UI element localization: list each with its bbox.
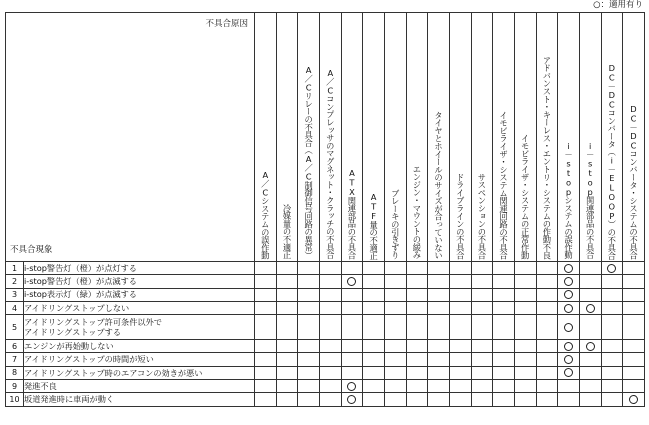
matrix-cell bbox=[623, 353, 645, 366]
cause-column-header bbox=[255, 13, 277, 262]
matrix-cell bbox=[384, 393, 406, 406]
cause-label: A／Cコンプレッサのマグネット・クラッチの不具合 bbox=[325, 68, 336, 259]
matrix-cell bbox=[319, 380, 341, 393]
matrix-cell bbox=[514, 275, 536, 288]
matrix-cell bbox=[449, 288, 471, 301]
matrix-cell bbox=[579, 288, 601, 301]
matrix-cell bbox=[514, 380, 536, 393]
matrix-cell bbox=[449, 301, 471, 314]
matrix-cell bbox=[601, 262, 623, 275]
matrix-cell bbox=[276, 275, 298, 288]
matrix-cell bbox=[579, 380, 601, 393]
table-row bbox=[6, 393, 645, 406]
matrix-cell bbox=[319, 366, 341, 379]
matrix-cell bbox=[471, 353, 493, 366]
matrix-cell bbox=[363, 366, 385, 379]
matrix-cell bbox=[406, 262, 428, 275]
matrix-cell bbox=[514, 340, 536, 353]
matrix-cell bbox=[471, 262, 493, 275]
matrix-cell bbox=[471, 380, 493, 393]
matrix-cell bbox=[319, 301, 341, 314]
matrix-cell bbox=[319, 262, 341, 275]
matrix-cell bbox=[406, 301, 428, 314]
table-corner bbox=[6, 13, 255, 262]
matrix-cell bbox=[536, 366, 558, 379]
matrix-cell bbox=[536, 353, 558, 366]
applicable-circle-icon bbox=[564, 304, 573, 313]
matrix-cell bbox=[363, 353, 385, 366]
matrix-cell bbox=[601, 315, 623, 340]
applicable-circle-icon bbox=[607, 264, 616, 273]
matrix-cell bbox=[514, 315, 536, 340]
matrix-cell bbox=[406, 353, 428, 366]
matrix-cell bbox=[363, 275, 385, 288]
matrix-cell bbox=[276, 366, 298, 379]
matrix-cell bbox=[558, 393, 580, 406]
matrix-cell bbox=[255, 275, 277, 288]
matrix-cell bbox=[428, 275, 450, 288]
row-number: 6 bbox=[6, 340, 24, 353]
matrix-cell bbox=[319, 315, 341, 340]
phenomenon-label: アイドリングストップ時のエアコンの効きが悪い bbox=[24, 366, 255, 379]
matrix-cell bbox=[514, 393, 536, 406]
row-number: 3 bbox=[6, 288, 24, 301]
matrix-cell bbox=[298, 301, 320, 314]
matrix-cell bbox=[363, 340, 385, 353]
matrix-cell bbox=[255, 315, 277, 340]
cause-header-label: 不具合原因 bbox=[205, 19, 248, 29]
matrix-cell bbox=[428, 393, 450, 406]
matrix-cell bbox=[298, 275, 320, 288]
matrix-cell bbox=[428, 288, 450, 301]
matrix-cell bbox=[558, 366, 580, 379]
cause-column-header bbox=[406, 13, 428, 262]
matrix-cell bbox=[406, 380, 428, 393]
row-number: 5 bbox=[6, 315, 24, 340]
matrix-cell bbox=[536, 275, 558, 288]
matrix-cell bbox=[255, 353, 277, 366]
matrix-cell bbox=[449, 340, 471, 353]
cause-column-header bbox=[298, 13, 320, 262]
matrix-cell bbox=[276, 288, 298, 301]
matrix-cell bbox=[493, 288, 515, 301]
matrix-cell bbox=[558, 353, 580, 366]
matrix-cell bbox=[514, 366, 536, 379]
matrix-cell bbox=[406, 366, 428, 379]
phenomenon-label: 坂道発進時に車両が動く bbox=[24, 393, 255, 406]
matrix-cell bbox=[471, 288, 493, 301]
matrix-cell bbox=[276, 393, 298, 406]
matrix-cell bbox=[384, 262, 406, 275]
matrix-cell bbox=[579, 301, 601, 314]
applicable-circle-icon bbox=[564, 342, 573, 351]
matrix-cell bbox=[406, 275, 428, 288]
cause-label: イモビライザ・システム関連回路の不具合 bbox=[498, 110, 509, 259]
matrix-cell bbox=[601, 288, 623, 301]
cause-label: 冷媒量の不適正 bbox=[281, 204, 292, 259]
matrix-cell bbox=[514, 288, 536, 301]
matrix-cell bbox=[319, 275, 341, 288]
matrix-cell bbox=[428, 366, 450, 379]
matrix-cell bbox=[601, 340, 623, 353]
row-number: 9 bbox=[6, 380, 24, 393]
matrix-cell bbox=[623, 301, 645, 314]
matrix-cell bbox=[558, 288, 580, 301]
cause-column-header bbox=[493, 13, 515, 262]
table-row bbox=[6, 301, 645, 314]
applicable-circle-icon bbox=[564, 264, 573, 273]
matrix-cell bbox=[536, 262, 558, 275]
cause-label: エンジン・マウントの緩み bbox=[411, 165, 422, 259]
matrix-cell bbox=[384, 340, 406, 353]
matrix-cell bbox=[298, 288, 320, 301]
matrix-cell bbox=[601, 275, 623, 288]
matrix-cell bbox=[428, 340, 450, 353]
matrix-cell bbox=[298, 315, 320, 340]
matrix-cell bbox=[276, 315, 298, 340]
matrix-cell bbox=[471, 275, 493, 288]
matrix-cell bbox=[623, 315, 645, 340]
matrix-cell bbox=[363, 288, 385, 301]
phenomenon-label: i-stop警告灯（橙）が点滅する bbox=[24, 275, 255, 288]
cause-label: ドライブラインの不具合 bbox=[455, 173, 466, 259]
matrix-cell bbox=[255, 262, 277, 275]
matrix-cell bbox=[579, 262, 601, 275]
matrix-cell bbox=[558, 340, 580, 353]
matrix-cell bbox=[449, 366, 471, 379]
phenomenon-label: アイドリングストップ許可条件以外で アイドリングストップする bbox=[24, 315, 255, 340]
matrix-cell bbox=[536, 340, 558, 353]
matrix-cell bbox=[255, 288, 277, 301]
matrix-cell bbox=[255, 366, 277, 379]
matrix-cell bbox=[276, 262, 298, 275]
matrix-cell bbox=[255, 301, 277, 314]
matrix-cell bbox=[384, 315, 406, 340]
table-row bbox=[6, 275, 645, 288]
matrix-cell bbox=[493, 380, 515, 393]
matrix-cell bbox=[623, 380, 645, 393]
matrix-cell bbox=[341, 262, 363, 275]
table-row bbox=[6, 340, 645, 353]
matrix-cell bbox=[558, 262, 580, 275]
cause-column-header bbox=[536, 13, 558, 262]
table-row bbox=[6, 380, 645, 393]
matrix-cell bbox=[579, 275, 601, 288]
matrix-cell bbox=[471, 393, 493, 406]
applicable-circle-icon bbox=[564, 323, 573, 332]
applicable-circle-icon bbox=[564, 277, 573, 286]
matrix-cell bbox=[514, 262, 536, 275]
matrix-cell bbox=[623, 288, 645, 301]
cause-label: サスペンションの不具合 bbox=[476, 173, 487, 259]
cause-column-header bbox=[601, 13, 623, 262]
matrix-cell bbox=[298, 353, 320, 366]
table-row bbox=[6, 262, 645, 275]
matrix-cell bbox=[341, 301, 363, 314]
matrix-cell bbox=[255, 340, 277, 353]
matrix-cell bbox=[579, 393, 601, 406]
phenomenon-label: アイドリングストップしない bbox=[24, 301, 255, 314]
applicable-circle-icon bbox=[564, 355, 573, 364]
matrix-cell bbox=[449, 262, 471, 275]
cause-column-header bbox=[558, 13, 580, 262]
matrix-cell bbox=[298, 262, 320, 275]
matrix-cell bbox=[601, 380, 623, 393]
cause-column-header bbox=[428, 13, 450, 262]
cause-label: ブレーキの引きずり bbox=[390, 188, 401, 259]
matrix-cell bbox=[363, 393, 385, 406]
matrix-cell bbox=[471, 315, 493, 340]
legend: ○：適用有り bbox=[593, 0, 643, 10]
matrix-cell bbox=[384, 288, 406, 301]
phenomenon-label: アイドリングストップの時間が短い bbox=[24, 353, 255, 366]
matrix-cell bbox=[341, 315, 363, 340]
cause-label: イモビライザ・システムの正常作動 bbox=[520, 134, 531, 259]
cause-column-header bbox=[623, 13, 645, 262]
cause-column-header bbox=[384, 13, 406, 262]
matrix-cell bbox=[623, 340, 645, 353]
cause-column-header bbox=[449, 13, 471, 262]
matrix-cell bbox=[276, 340, 298, 353]
matrix-cell bbox=[298, 340, 320, 353]
applicable-circle-icon bbox=[629, 395, 638, 404]
matrix-cell bbox=[579, 340, 601, 353]
row-number: 10 bbox=[6, 393, 24, 406]
applicable-circle-icon bbox=[564, 290, 573, 299]
matrix-cell bbox=[623, 393, 645, 406]
matrix-cell bbox=[341, 340, 363, 353]
matrix-cell bbox=[558, 301, 580, 314]
matrix-cell bbox=[558, 380, 580, 393]
matrix-cell bbox=[341, 366, 363, 379]
matrix-cell bbox=[406, 393, 428, 406]
table-row bbox=[6, 315, 645, 340]
cause-label: A／Cリレーの不具合（A／C制御信号回路の異常） bbox=[303, 65, 314, 259]
applicable-circle-icon bbox=[347, 277, 356, 286]
matrix-cell bbox=[558, 315, 580, 340]
matrix-cell bbox=[384, 275, 406, 288]
header-row bbox=[6, 13, 645, 262]
cause-label: DC－DCコンバータ（i－ELOOP）の不具合 bbox=[606, 62, 617, 259]
matrix-cell bbox=[255, 380, 277, 393]
cause-column-header bbox=[341, 13, 363, 262]
matrix-cell bbox=[449, 353, 471, 366]
matrix-cell bbox=[514, 353, 536, 366]
matrix-cell bbox=[384, 366, 406, 379]
matrix-cell bbox=[449, 275, 471, 288]
matrix-cell bbox=[579, 315, 601, 340]
row-number: 8 bbox=[6, 366, 24, 379]
matrix-cell bbox=[579, 366, 601, 379]
matrix-cell bbox=[579, 353, 601, 366]
matrix-cell bbox=[341, 353, 363, 366]
matrix-cell bbox=[601, 393, 623, 406]
matrix-cell bbox=[536, 380, 558, 393]
matrix-cell bbox=[276, 301, 298, 314]
cause-column-header bbox=[579, 13, 601, 262]
matrix-cell bbox=[449, 393, 471, 406]
table-row bbox=[6, 366, 645, 379]
matrix-cell bbox=[536, 301, 558, 314]
cause-column-header bbox=[363, 13, 385, 262]
row-number: 7 bbox=[6, 353, 24, 366]
matrix-cell bbox=[406, 315, 428, 340]
matrix-cell bbox=[493, 393, 515, 406]
matrix-cell bbox=[493, 275, 515, 288]
matrix-cell bbox=[623, 366, 645, 379]
matrix-cell bbox=[298, 393, 320, 406]
matrix-cell bbox=[363, 262, 385, 275]
phenomenon-header-label: 不具合現象 bbox=[10, 245, 53, 255]
matrix-cell bbox=[493, 301, 515, 314]
matrix-cell bbox=[623, 262, 645, 275]
cause-label: タイヤとホイールのサイズが合っていない bbox=[433, 110, 444, 259]
applicable-circle-icon bbox=[586, 304, 595, 313]
matrix-cell bbox=[428, 301, 450, 314]
matrix-cell bbox=[319, 288, 341, 301]
cause-column-header bbox=[471, 13, 493, 262]
applicable-circle-icon bbox=[347, 382, 356, 391]
row-number: 2 bbox=[6, 275, 24, 288]
matrix-cell bbox=[341, 393, 363, 406]
applicable-circle-icon bbox=[586, 342, 595, 351]
matrix-cell bbox=[428, 380, 450, 393]
matrix-cell bbox=[471, 366, 493, 379]
cause-label: A／Cシステムの誤作動 bbox=[260, 169, 271, 259]
matrix-cell bbox=[558, 275, 580, 288]
cause-label: アドバンスト・キーレス・エントリ・システムの作動不良 bbox=[541, 56, 552, 259]
matrix-cell bbox=[406, 288, 428, 301]
matrix-cell bbox=[601, 353, 623, 366]
cause-column-header bbox=[514, 13, 536, 262]
matrix-cell bbox=[493, 340, 515, 353]
matrix-cell bbox=[493, 315, 515, 340]
matrix-cell bbox=[363, 315, 385, 340]
matrix-cell bbox=[536, 393, 558, 406]
matrix-cell bbox=[601, 366, 623, 379]
cause-label: i－stopシステムの誤作動 bbox=[563, 141, 574, 259]
table-row bbox=[6, 288, 645, 301]
matrix-cell bbox=[449, 380, 471, 393]
matrix-cell bbox=[319, 353, 341, 366]
matrix-cell bbox=[298, 380, 320, 393]
matrix-cell bbox=[623, 275, 645, 288]
matrix-cell bbox=[471, 340, 493, 353]
phenomenon-label: 発進不良 bbox=[24, 380, 255, 393]
applicable-circle-icon bbox=[564, 368, 573, 377]
matrix-cell bbox=[428, 315, 450, 340]
matrix-cell bbox=[384, 353, 406, 366]
cause-label: ATX関連部品の不具合 bbox=[346, 168, 357, 259]
phenomenon-label: i-stop表示灯（緑）が点滅する bbox=[24, 288, 255, 301]
table-row bbox=[6, 353, 645, 366]
cause-phenomenon-table bbox=[5, 12, 645, 407]
cause-label: DC－DCコンバータ・システムの不具合 bbox=[628, 104, 639, 259]
matrix-cell bbox=[428, 262, 450, 275]
matrix-cell bbox=[384, 301, 406, 314]
matrix-cell bbox=[255, 393, 277, 406]
matrix-cell bbox=[471, 301, 493, 314]
matrix-cell bbox=[406, 340, 428, 353]
row-number: 1 bbox=[6, 262, 24, 275]
matrix-cell bbox=[493, 353, 515, 366]
matrix-cell bbox=[363, 380, 385, 393]
matrix-cell bbox=[341, 380, 363, 393]
matrix-cell bbox=[341, 288, 363, 301]
phenomenon-label: i-stop警告灯（橙）が点灯する bbox=[24, 262, 255, 275]
matrix-cell bbox=[493, 366, 515, 379]
matrix-cell bbox=[428, 353, 450, 366]
matrix-cell bbox=[319, 393, 341, 406]
applicable-circle-icon bbox=[347, 395, 356, 404]
matrix-cell bbox=[449, 315, 471, 340]
matrix-cell bbox=[363, 301, 385, 314]
matrix-cell bbox=[493, 262, 515, 275]
matrix-cell bbox=[536, 315, 558, 340]
matrix-cell bbox=[276, 380, 298, 393]
cause-column-header bbox=[319, 13, 341, 262]
cause-label: i－stop関連部品の不具合 bbox=[585, 141, 596, 259]
matrix-cell bbox=[514, 301, 536, 314]
matrix-cell bbox=[276, 353, 298, 366]
matrix-cell bbox=[298, 366, 320, 379]
matrix-cell bbox=[536, 288, 558, 301]
cause-label: ATF量の不適正 bbox=[368, 191, 379, 259]
row-number: 4 bbox=[6, 301, 24, 314]
matrix-cell bbox=[319, 340, 341, 353]
phenomenon-label: エンジンが再始動しない bbox=[24, 340, 255, 353]
matrix-cell bbox=[601, 301, 623, 314]
matrix-cell bbox=[341, 275, 363, 288]
cause-column-header bbox=[276, 13, 298, 262]
matrix-cell bbox=[384, 380, 406, 393]
